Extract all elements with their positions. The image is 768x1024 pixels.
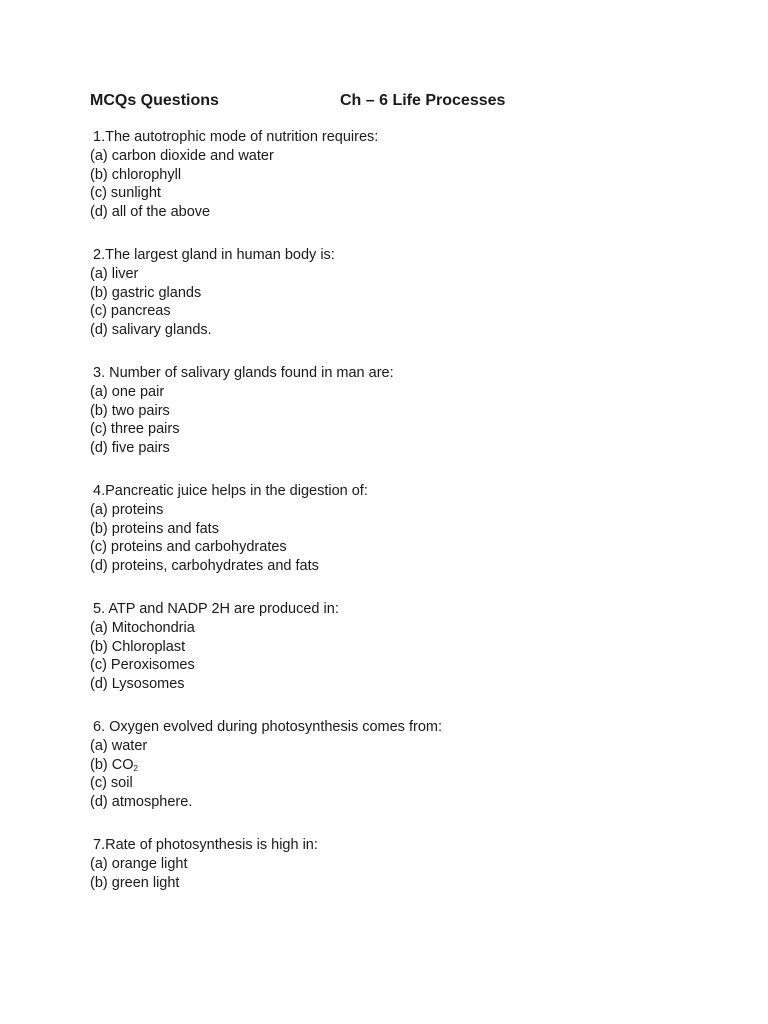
question-7 — [90, 836, 710, 892]
question-3 — [90, 364, 710, 458]
option-b: (b) green light — [90, 874, 180, 891]
option-a: (a) water — [90, 737, 148, 754]
option-c: (c) soil — [90, 775, 133, 792]
question-1 — [90, 128, 710, 222]
question-5 — [90, 600, 710, 694]
question-4 — [90, 482, 710, 576]
page-header — [90, 92, 690, 114]
option-b: (b) chlorophyll — [90, 166, 182, 183]
option-d: (d) all of the above — [90, 204, 211, 221]
option-c: (c) three pairs — [90, 421, 180, 438]
option-d: (d) salivary glands. — [90, 322, 212, 339]
question-stem: 6. Oxygen evolved during photosynthesis comes from: — [93, 718, 442, 735]
option-a: (a) orange light — [90, 855, 188, 872]
option-b: (b) two pairs — [90, 402, 170, 419]
question-stem: 7.Rate of photosynthesis is high in: — [93, 836, 318, 853]
option-b — [90, 756, 710, 775]
option-a: (a) liver — [90, 265, 139, 282]
option-b: (b) Chloroplast — [90, 638, 186, 655]
option-d: (d) five pairs — [90, 440, 170, 457]
header-title: MCQs Questions — [90, 92, 219, 109]
option-d: (d) Lysosomes — [90, 676, 185, 693]
question-stem: 5. ATP and NADP 2H are produced in: — [93, 600, 339, 617]
question-6 — [90, 718, 710, 812]
option-a: (a) proteins — [90, 501, 164, 518]
option-b: (b) gastric glands — [90, 284, 202, 301]
option-c: (c) pancreas — [90, 303, 171, 320]
option-b: (b) proteins and fats — [90, 520, 219, 537]
co2-subscript: 2 — [133, 763, 138, 773]
option-a: (a) Mitochondria — [90, 619, 195, 636]
option-c: (c) proteins and carbohydrates — [90, 539, 287, 556]
question-stem: 1.The autotrophic mode of nutrition requires: — [93, 129, 379, 145]
option-b-text: (b) CO — [90, 756, 134, 773]
option-c: (c) Peroxisomes — [90, 657, 195, 674]
option-a: (a) one pair — [90, 383, 165, 400]
question-stem: 3. Number of salivary glands found in man are: — [93, 364, 394, 381]
chapter-title: Ch – 6 Life Processes — [340, 92, 506, 109]
option-c: (c) sunlight — [90, 185, 161, 202]
option-d: (d) atmosphere. — [90, 794, 193, 811]
question-2 — [90, 246, 710, 340]
option-d: (d) proteins, carbohydrates and fats — [90, 558, 319, 575]
question-stem: 2.The largest gland in human body is: — [93, 246, 335, 263]
option-a: (a) carbon dioxide and water — [90, 147, 274, 164]
question-stem: 4.Pancreatic juice helps in the digestion of: — [93, 482, 368, 499]
question-list — [90, 128, 710, 916]
